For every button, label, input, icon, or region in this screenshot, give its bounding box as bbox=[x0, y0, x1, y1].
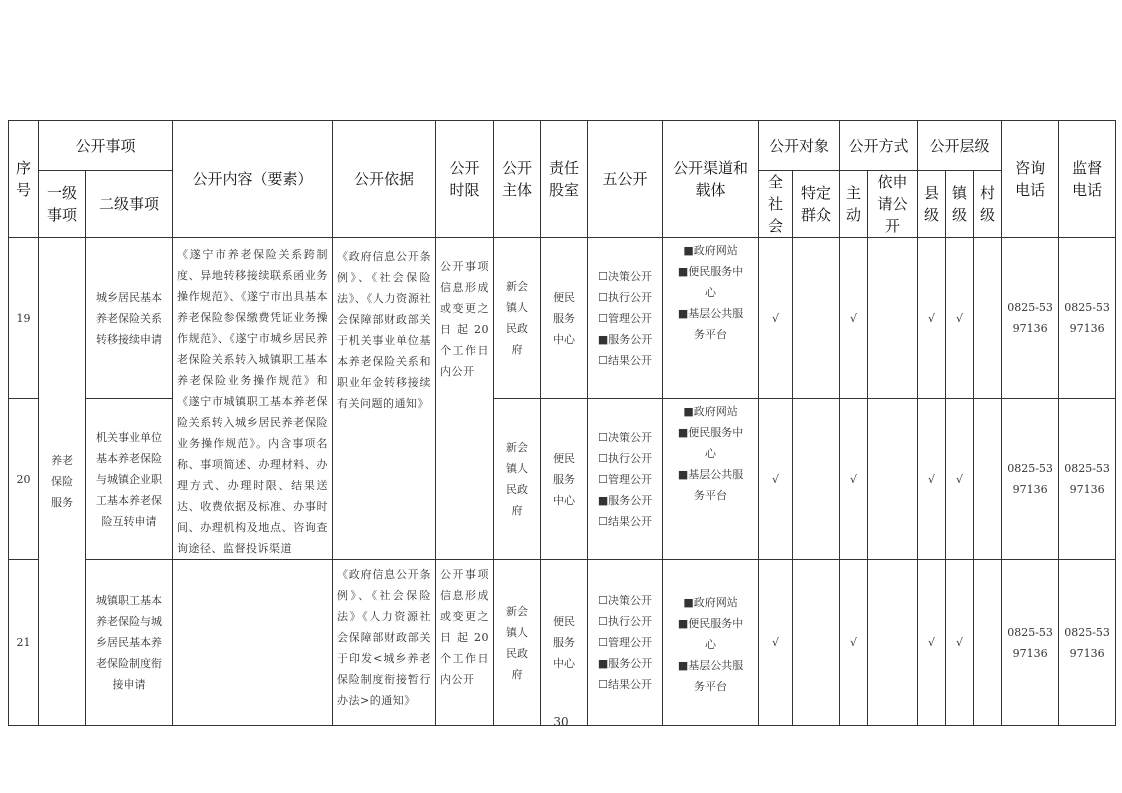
basis-cell: 《政府信息公开条例》、《社会保险法》、《人力资源社会保障部财政部关于机关事业单位基本养老保险关系和职业年金转移接续有关问题的通知》 bbox=[333, 238, 436, 560]
level-county-mark: √ bbox=[918, 238, 946, 399]
content-continued-cell bbox=[173, 560, 333, 726]
header-basis: 公开依据 bbox=[333, 121, 436, 238]
channel-cell: ■政府网站 ■便民服务中 心 ■基层公共服 务平台 bbox=[663, 238, 759, 399]
level-village-mark bbox=[974, 399, 1002, 560]
target-all-mark: √ bbox=[759, 399, 793, 560]
header-method: 公开方式 bbox=[840, 121, 918, 171]
row-seq: 19 bbox=[9, 238, 39, 399]
method-apply-mark bbox=[868, 560, 918, 726]
target-all-mark: √ bbox=[759, 560, 793, 726]
header-channel: 公开渠道和 载体 bbox=[663, 121, 759, 238]
target-specific-mark bbox=[793, 560, 840, 726]
method-active-mark: √ bbox=[840, 399, 868, 560]
header-supervise-phone: 监督 电话 bbox=[1059, 121, 1116, 238]
level2-item: 机关事业单位 基本养老保险 与城镇企业职 工基本养老保 险互转申请 bbox=[86, 399, 173, 560]
table-row bbox=[9, 560, 1116, 726]
office-cell: 便民 服务 中心 bbox=[541, 238, 588, 399]
disclosure-table bbox=[8, 120, 1116, 726]
level-town-mark: √ bbox=[946, 238, 974, 399]
header-level-village: 村 级 bbox=[974, 171, 1002, 238]
row-seq: 21 bbox=[9, 560, 39, 726]
time-limit-cell: 公开事项信息形成或变更之日起20个工作日内公开 bbox=[436, 238, 494, 560]
header-level-town: 镇 级 bbox=[946, 171, 974, 238]
header-level-county: 县 级 bbox=[918, 171, 946, 238]
supervise-phone: 0825-53 97136 bbox=[1059, 238, 1116, 399]
header-time-limit: 公开 时限 bbox=[436, 121, 494, 238]
five-public-cell: ☐决策公开 ☐执行公开 ☐管理公开 ■服务公开 ☐结果公开 bbox=[588, 560, 663, 726]
table-row bbox=[9, 238, 1116, 399]
level2-item: 城乡居民基本 养老保险关系 转移接续申请 bbox=[86, 238, 173, 399]
subject-cell: 新会 镇人 民政 府 bbox=[494, 238, 541, 399]
level-county-mark: √ bbox=[918, 399, 946, 560]
basis-cell: 《政府信息公开条例》、《社会保险法》《人力资源社会保障部财政部关于印发<城乡养老保险制度衔接暂行办法>的通知》 bbox=[333, 560, 436, 726]
header-target: 公开对象 bbox=[759, 121, 840, 171]
consult-phone: 0825-53 97136 bbox=[1002, 399, 1059, 560]
page-number: 30 bbox=[553, 715, 569, 729]
target-specific-mark bbox=[793, 238, 840, 399]
level-county-mark: √ bbox=[918, 560, 946, 726]
target-specific-mark bbox=[793, 399, 840, 560]
row-seq: 20 bbox=[9, 399, 39, 560]
supervise-phone: 0825-53 97136 bbox=[1059, 399, 1116, 560]
target-all-mark: √ bbox=[759, 238, 793, 399]
level-village-mark bbox=[974, 238, 1002, 399]
five-public-cell: ☐决策公开 ☐执行公开 ☐管理公开 ■服务公开 ☐结果公开 bbox=[588, 399, 663, 560]
channel-cell: ■政府网站 ■便民服务中 心 ■基层公共服 务平台 bbox=[663, 399, 759, 560]
supervise-phone: 0825-53 97136 bbox=[1059, 560, 1116, 726]
header-target-all: 全 社 会 bbox=[759, 171, 793, 238]
method-active-mark: √ bbox=[840, 560, 868, 726]
level2-item: 城镇职工基本 养老保险与城 乡居民基本养 老保险制度衔 接申请 bbox=[86, 560, 173, 726]
header-subject: 公开 主体 bbox=[494, 121, 541, 238]
consult-phone: 0825-53 97136 bbox=[1002, 560, 1059, 726]
subject-cell: 新会 镇人 民政 府 bbox=[494, 399, 541, 560]
time-limit-cell: 公开事项信息形成或变更之日起20个工作日内公开 bbox=[436, 560, 494, 726]
header-office: 责任 股室 bbox=[541, 121, 588, 238]
header-target-specific: 特定 群众 bbox=[793, 171, 840, 238]
header-consult-phone: 咨询 电话 bbox=[1002, 121, 1059, 238]
header-level1: 一级 事项 bbox=[39, 171, 86, 238]
content-cell: 《遂宁市养老保险关系跨制度、异地转移接续联系函业务操作规范》、《遂宁市出具基本养老保险参保缴费凭证业务操作规范》、《遂宁市城乡居民养老保险关系转入城镇职工基本养老保险业务操作规范》和《遂宁市城镇职工基本养老保险关系转入城乡居民养老保险业务操作规范》。内含事项名称、事项简述、办理材料、办理方式、办理时限、结果送达、收费依据及标准、办事时间、办理机构及地点、咨询查询途径、监督投诉渠道 bbox=[173, 238, 333, 560]
five-public-cell: ☐决策公开 ☐执行公开 ☐管理公开 ■服务公开 ☐结果公开 bbox=[588, 238, 663, 399]
header-seq: 序 号 bbox=[9, 121, 39, 238]
header-level: 公开层级 bbox=[918, 121, 1002, 171]
header-method-apply: 依申 请公 开 bbox=[868, 171, 918, 238]
level-town-mark: √ bbox=[946, 560, 974, 726]
office-cell: 便民 服务 中心 bbox=[541, 399, 588, 560]
method-apply-mark bbox=[868, 399, 918, 560]
level1-item: 养老 保险 服务 bbox=[39, 238, 86, 726]
header-matters: 公开事项 bbox=[39, 121, 173, 171]
method-active-mark: √ bbox=[840, 238, 868, 399]
header-five-public: 五公开 bbox=[588, 121, 663, 238]
level-town-mark: √ bbox=[946, 399, 974, 560]
header-level2: 二级事项 bbox=[86, 171, 173, 238]
level-village-mark bbox=[974, 560, 1002, 726]
header-content: 公开内容（要素） bbox=[173, 121, 333, 238]
consult-phone: 0825-53 97136 bbox=[1002, 238, 1059, 399]
subject-cell: 新会 镇人 民政 府 bbox=[494, 560, 541, 726]
header-method-active: 主 动 bbox=[840, 171, 868, 238]
method-apply-mark bbox=[868, 238, 918, 399]
channel-cell: ■政府网站 ■便民服务中 心 ■基层公共服 务平台 bbox=[663, 560, 759, 726]
office-cell: 便民 服务 中心 bbox=[541, 560, 588, 726]
